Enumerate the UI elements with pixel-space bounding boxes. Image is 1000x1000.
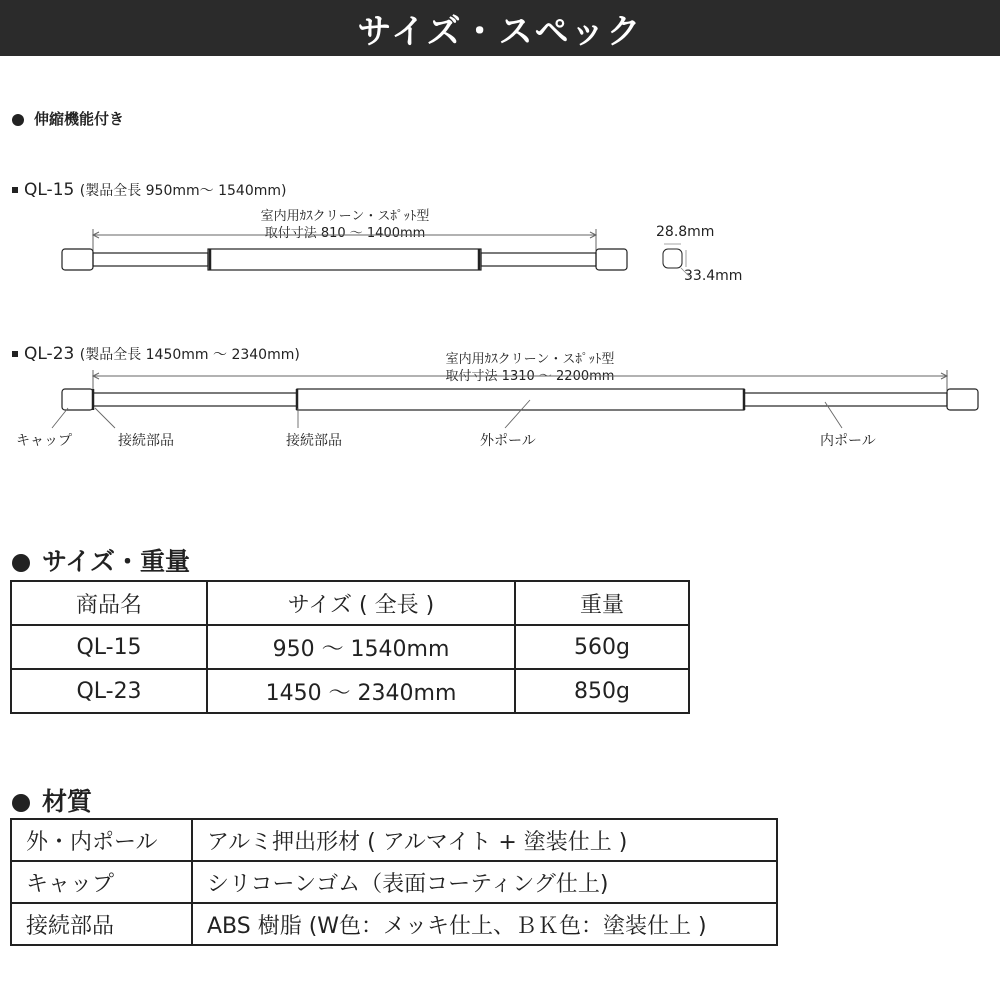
model-total-length: (製品全長 1450mm 〜 2340mm) <box>79 347 300 363</box>
page-title: サイズ・スペック <box>357 11 643 52</box>
bullet-icon <box>12 794 30 812</box>
model-name: QL-23 <box>24 344 75 364</box>
pole-ql15 <box>62 249 627 270</box>
cap-right <box>596 249 627 270</box>
cell-product: QL-15 <box>11 625 207 669</box>
inner-pole-left <box>93 393 297 406</box>
cell-size: 1450 〜 2340mm <box>207 669 515 713</box>
table-row <box>11 669 689 713</box>
model-total-length: (製品全長 950mm〜 1540mm) <box>79 183 287 199</box>
cell-material: アルミ押出形材 ( アルマイト + 塗装仕上 ) <box>192 819 777 861</box>
cross-section-height: 33.4mm <box>684 268 743 284</box>
section-title-materials <box>12 782 92 818</box>
table-header-row <box>11 581 689 625</box>
inner-pole-right <box>744 393 947 406</box>
cross-section-width: 28.8mm <box>656 224 715 240</box>
dimension-range: 取付寸法 810 〜 1400mm <box>264 226 426 241</box>
inner-pole-right <box>481 253 596 266</box>
header-product: 商品名 <box>11 581 207 625</box>
outer-pole <box>208 249 481 270</box>
outer-pole <box>297 389 744 410</box>
label-cap: キャップ <box>16 433 72 449</box>
bullet-icon <box>12 554 30 572</box>
cap-left <box>62 249 93 270</box>
pole-diagram <box>0 0 1000 470</box>
cross-section-icon <box>663 244 690 277</box>
section-title-text: 材質 <box>42 787 93 816</box>
section-title-text: サイズ・重量 <box>42 547 191 576</box>
pole-ql23 <box>62 389 978 410</box>
table-row <box>11 903 777 945</box>
cell-weight: 850g <box>515 669 689 713</box>
leader-lines <box>52 400 842 428</box>
table-row <box>11 819 777 861</box>
dimension-type: 室内用ｶｽクリーン・スﾎﾟｯﾄ型 <box>260 209 430 224</box>
cell-size: 950 〜 1540mm <box>207 625 515 669</box>
table-row <box>11 625 689 669</box>
label-outer-pole: 外ポール <box>480 433 536 449</box>
cell-part: 外・内ポール <box>11 819 192 861</box>
cell-material: シリコーンゴム（表面コーティング仕上) <box>192 861 777 903</box>
header-size: サイズ ( 全長 ) <box>207 581 515 625</box>
dimension-type: 室内用ｶｽクリーン・スﾎﾟｯﾄ型 <box>445 352 615 367</box>
label-joint-mid: 接続部品 <box>286 433 342 449</box>
cell-product: QL-23 <box>11 669 207 713</box>
cap-left <box>62 389 93 410</box>
label-joint-left: 接続部品 <box>118 433 174 449</box>
materials-table <box>10 818 778 946</box>
dimension-range: 取付寸法 1310 〜 2200mm <box>445 369 615 384</box>
cell-material: ABS 樹脂 (W色：メッキ仕上、ＢＫ色：塗装仕上 ) <box>192 903 777 945</box>
section-title-size-weight <box>12 542 190 578</box>
model-name: QL-15 <box>24 180 75 200</box>
feature-label-text: 伸縮機能付き <box>34 110 125 128</box>
cell-part: 接続部品 <box>11 903 192 945</box>
inner-pole-left <box>93 253 208 266</box>
size-weight-table <box>10 580 690 714</box>
label-inner-pole: 内ポール <box>820 433 876 449</box>
header-weight: 重量 <box>515 581 689 625</box>
table-row <box>11 861 777 903</box>
cap-right <box>947 389 978 410</box>
cell-weight: 560g <box>515 625 689 669</box>
cell-part: キャップ <box>11 861 192 903</box>
